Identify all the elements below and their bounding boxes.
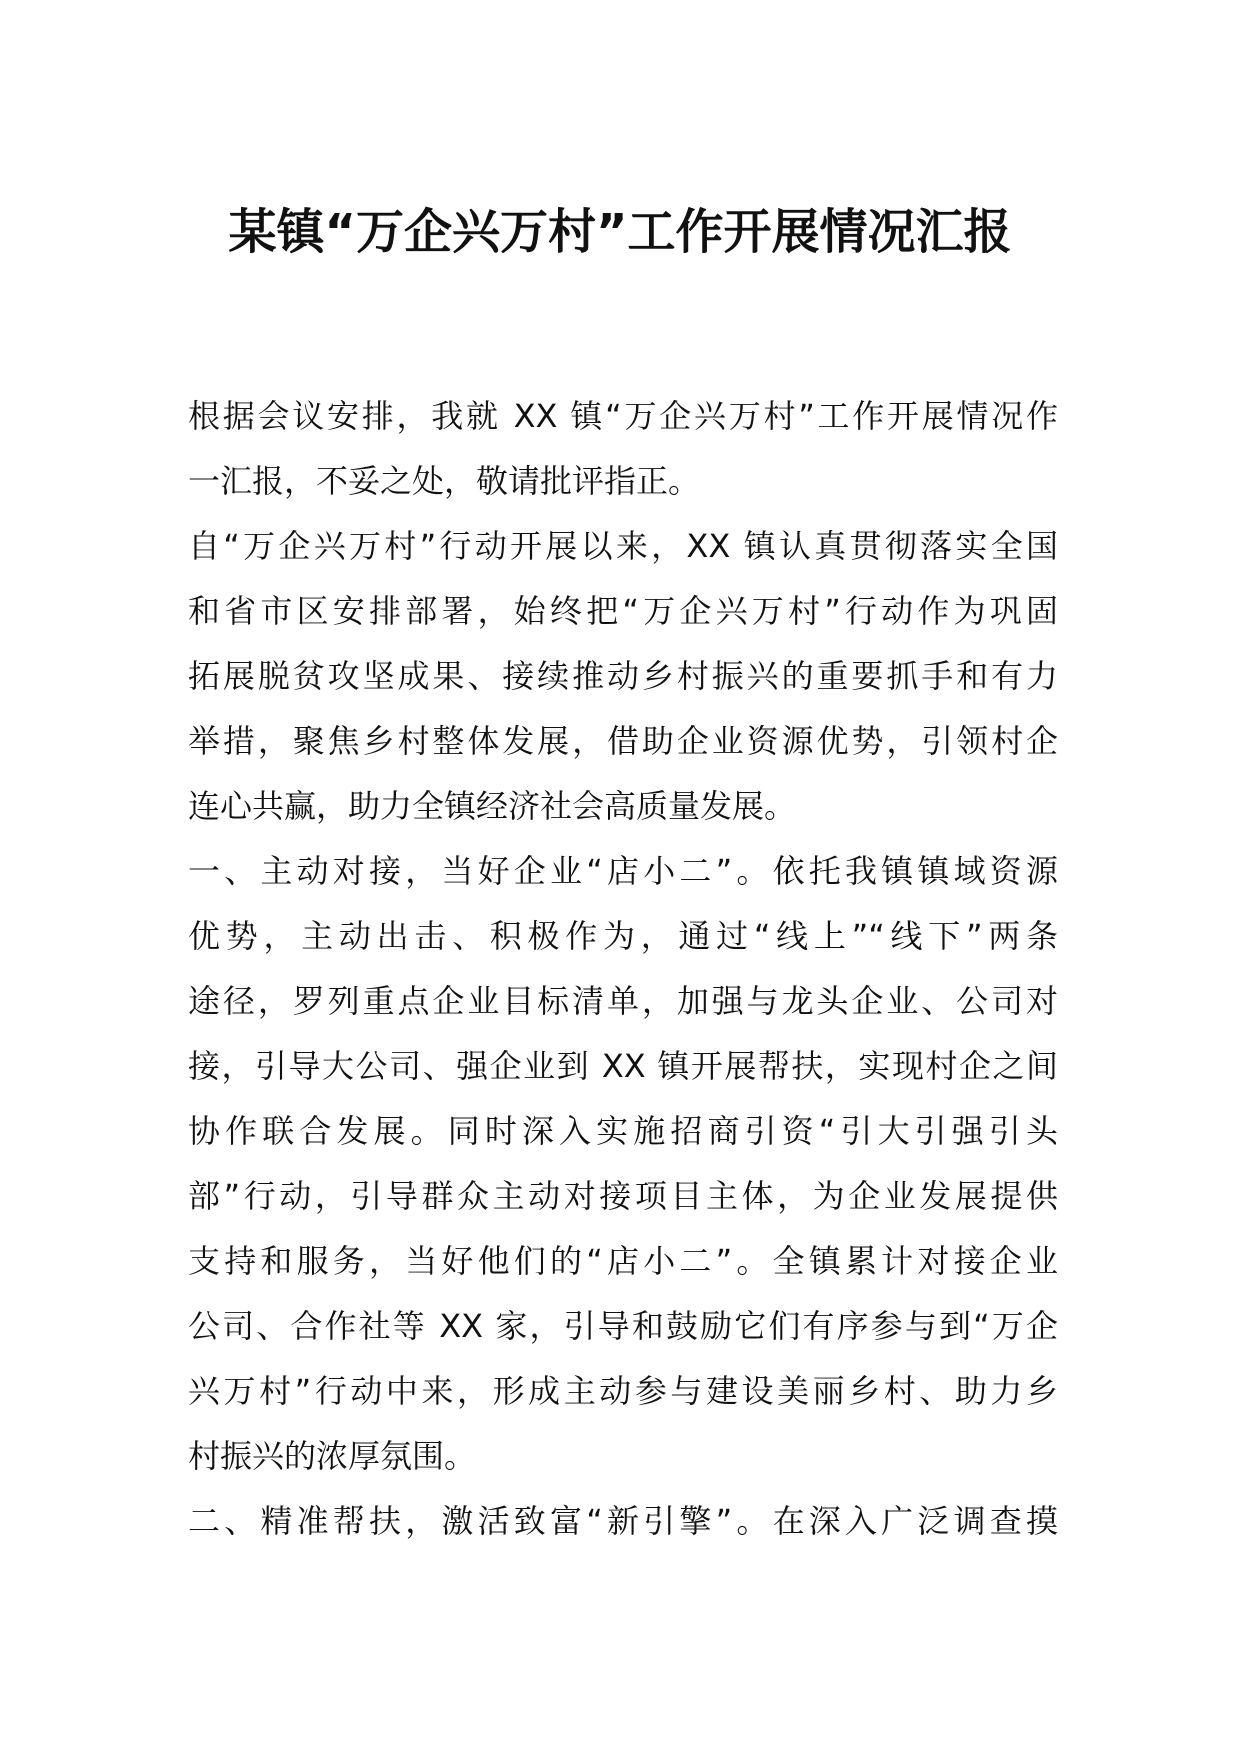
text-line: 协作联合发展。同时深入实施招商引资“引大引强引头 bbox=[188, 1112, 1058, 1150]
document-title: 某镇“万企兴万村”工作开展情况汇报 bbox=[228, 204, 1012, 260]
text-line: 途径，罗列重点企业目标清单，加强与龙头企业、公司对 bbox=[188, 982, 1058, 1020]
text-line: 村振兴的浓厚氛围。 bbox=[188, 1437, 477, 1475]
text-line: 举措，聚焦乡村整体发展，借助企业资源优势，引领村企 bbox=[188, 722, 1058, 760]
text-line: 一汇报，不妥之处，敬请批评指正。 bbox=[188, 462, 701, 500]
text-line: 部”行动，引导群众主动对接项目主体，为企业发展提供 bbox=[188, 1177, 1058, 1215]
text-line: 二、精准帮扶，激活致富“新引擎”。在深入广泛调查摸 bbox=[188, 1502, 1058, 1540]
document-body bbox=[188, 384, 1058, 1554]
text-line: 兴万村”行动中来，形成主动参与建设美丽乡村、助力乡 bbox=[188, 1372, 1058, 1410]
text-line: 支持和服务，当好他们的“店小二”。全镇累计对接企业 bbox=[188, 1242, 1058, 1280]
text-line: 公司、合作社等 XX 家，引导和鼓励它们有序参与到“万企 bbox=[188, 1307, 1058, 1345]
text-line: 拓展脱贫攻坚成果、接续推动乡村振兴的重要抓手和有力 bbox=[188, 657, 1058, 695]
text-line: 自“万企兴万村”行动开展以来，XX 镇认真贯彻落实全国 bbox=[188, 527, 1058, 565]
text-line: 连心共赢，助力全镇经济社会高质量发展。 bbox=[188, 787, 797, 825]
text-line: 和省市区安排部署，始终把“万企兴万村”行动作为巩固 bbox=[188, 592, 1058, 630]
text-line: 根据会议安排，我就 XX 镇“万企兴万村”工作开展情况作 bbox=[188, 397, 1058, 435]
text-line: 接，引导大公司、强企业到 XX 镇开展帮扶，实现村企之间 bbox=[188, 1047, 1058, 1085]
text-line: 一、主动对接，当好企业“店小二”。依托我镇镇域资源 bbox=[188, 852, 1058, 890]
text-line: 优势，主动出击、积极作为，通过“线上”“线下”两条 bbox=[188, 917, 1058, 955]
